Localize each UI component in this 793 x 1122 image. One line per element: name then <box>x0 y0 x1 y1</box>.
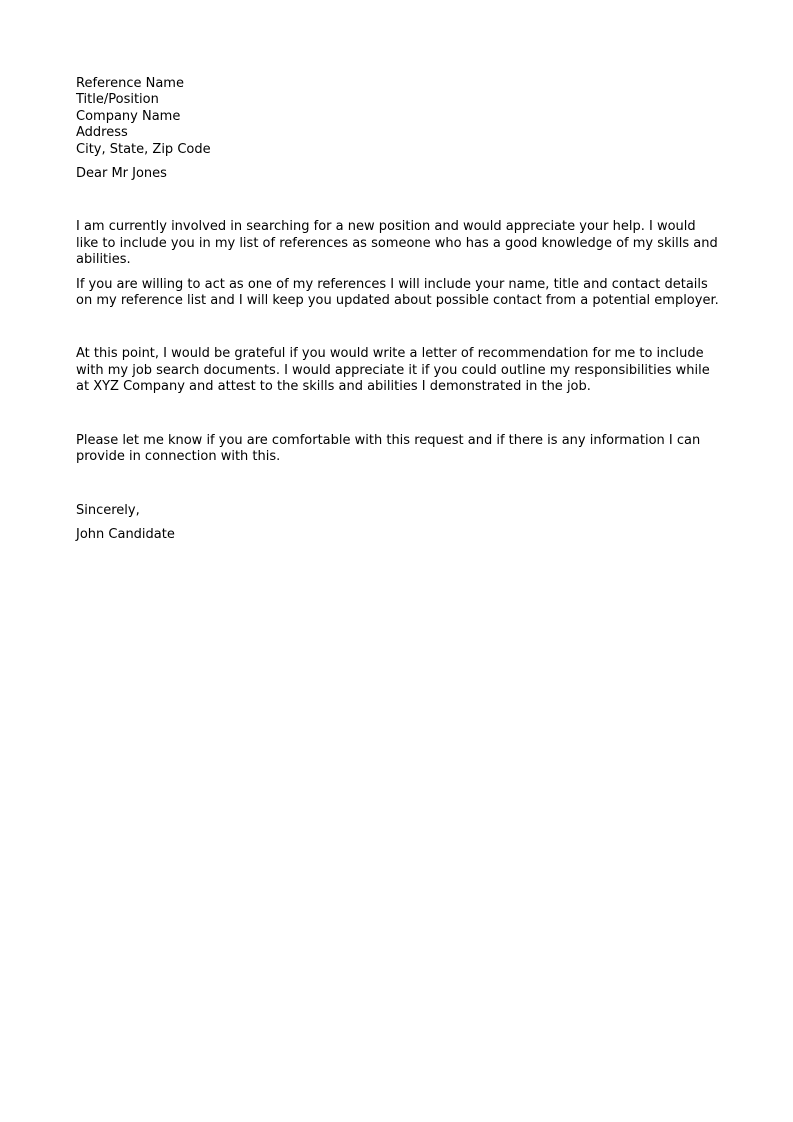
letter-page <box>76 76 721 543</box>
recipient-address-block <box>76 76 721 158</box>
recipient-address: Address <box>76 125 128 141</box>
salutation: Dear Mr Jones <box>76 166 167 182</box>
recipient-city-state-zip: City, State, Zip Code <box>76 141 211 157</box>
closing: Sincerely, <box>76 502 140 518</box>
recipient-company: Company Name <box>76 108 181 124</box>
recipient-name: Reference Name <box>76 76 184 91</box>
signature: John Candidate <box>76 526 175 542</box>
body-paragraph-4: Please let me know if you are comfortable with this request and if there is any information I can provide in connection with this. <box>76 432 701 465</box>
body-paragraph-1: I am currently involved in searching for a new position and would appreciate your help. I would like to include you in my list of references as someone who has a good knowledge of my skills and abilities. <box>76 219 718 268</box>
recipient-title: Title/Position <box>76 92 159 108</box>
body-paragraph-2: If you are willing to act as one of my references I will include your name, title and contact details on my reference list and I will keep you updated about possible contact from a potential employer. <box>76 276 719 309</box>
body-paragraph-3: At this point, I would be grateful if you would write a letter of recommendation for me to include with my job search documents. I would appreciate it if you could outline my responsibilities while at XYZ Company and attest to the skills and abilities I demonstrated in the job. <box>76 346 710 395</box>
